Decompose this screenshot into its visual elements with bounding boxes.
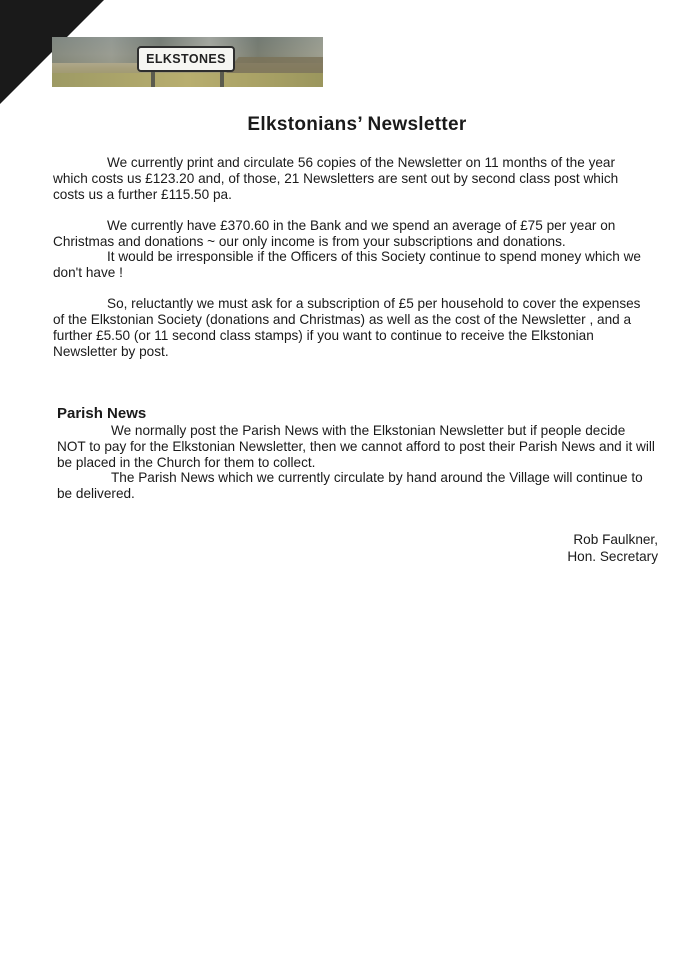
- sign-post-left: [151, 70, 155, 87]
- newsletter-title: Elkstonians’ Newsletter: [247, 114, 467, 135]
- banner-field: [52, 73, 323, 87]
- sign-post-right: [220, 70, 224, 87]
- cost-paragraph: We currently print and circulate 56 copies of the Newsletter on 11 months of the year which costs us £123.20 and, of those, 21 Newsletters are sent out by second class post which costs us a further £115.50 pa.: [53, 155, 619, 202]
- parish-news-heading: Parish News: [57, 405, 147, 422]
- parish-post-paragraph: We normally post the Parish News with the Elkstonian Newsletter but if people decide NOT to pay for the Elkstonian Newsletter, then we cannot afford to post their Parish News and it will be placed in the Church for them to collect.: [57, 423, 655, 470]
- bank-paragraph: We currently have £370.60 in the Bank and we spend an average of £75 per year on Christmas and donations ~ our only income is from your subscriptions and donations.: [53, 218, 616, 249]
- officers-paragraph: It would be irresponsible if the Officers of this Society continue to spend money which we don't have !: [53, 249, 641, 280]
- header-photo-banner: [52, 37, 323, 87]
- signature-block: [567, 531, 658, 565]
- subscription-paragraph: So, reluctantly we must ask for a subscription of £5 per household to cover the expenses of the Elkstonian Society (donations and Christmas) as well as the cost of the Newsletter , and a further £5.50 (or 11 second class stamps) if you want to continue to receive the Elkstonian Newsletter by post.: [53, 296, 641, 359]
- signature-name: Rob Faulkner,: [573, 532, 658, 547]
- signature-role: Hon. Secretary: [567, 549, 658, 564]
- parish-hand-paragraph: The Parish News which we currently circulate by hand around the Village will continue to be delivered.: [57, 470, 643, 501]
- village-sign: ELKSTONES: [137, 46, 235, 72]
